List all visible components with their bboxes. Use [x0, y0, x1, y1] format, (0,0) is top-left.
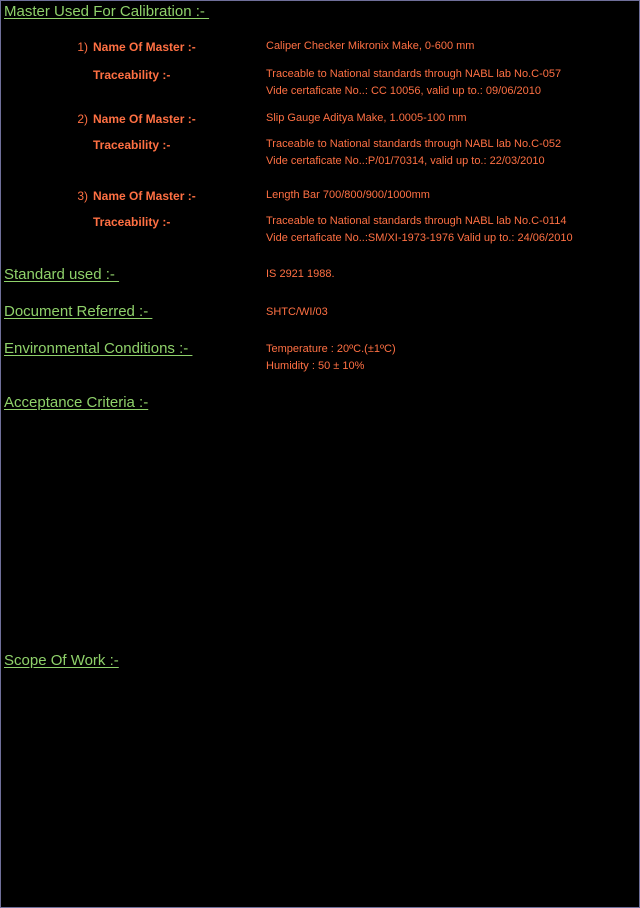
master-3-trace-line1: Traceable to National standards through NABL lab No.C-0114: [266, 215, 567, 227]
standard-heading: Standard used :-: [4, 266, 120, 283]
master-3-name-label: Name Of Master :-: [93, 189, 196, 203]
master-2-trace-label: Traceability :-: [93, 138, 171, 152]
master-3-trace-label: Traceability :-: [93, 215, 171, 229]
master-heading: Master Used For Calibration :-: [4, 3, 210, 20]
document-value: SHTC/WI/03: [266, 306, 328, 318]
master-1-name-label: Name Of Master :-: [93, 40, 196, 54]
standard-value: IS 2921 1988.: [266, 268, 335, 280]
master-1-trace-line1: Traceable to National standards through NABL lab No.C-057: [266, 68, 562, 80]
master-2-number: 2): [77, 112, 88, 126]
master-2-trace-line1: Traceable to National standards through NABL lab No.C-052: [266, 138, 562, 150]
master-1-name-value: Caliper Checker Mikronix Make, 0-600 mm: [266, 40, 475, 52]
master-3-trace-line2: Vide certaficate No..:SM/XI-1973-1976 Valid up to.: 24/06/2010: [266, 232, 573, 244]
document-heading: Document Referred :-: [4, 303, 153, 320]
master-2-name-value: Slip Gauge Aditya Make, 1.0005-100 mm: [266, 112, 467, 124]
master-3-name-value: Length Bar 700/800/900/1000mm: [266, 189, 430, 201]
environment-heading: Environmental Conditions :-: [4, 340, 193, 357]
acceptance-heading: Acceptance Criteria :-: [4, 394, 149, 411]
master-1-trace-label: Traceability :-: [93, 68, 171, 82]
master-3-number: 3): [77, 189, 88, 203]
master-2-name-label: Name Of Master :-: [93, 112, 196, 126]
temperature-value: Temperature : 20ºC.(±1ºC): [266, 343, 396, 355]
scope-heading: Scope Of Work :-: [4, 652, 119, 669]
humidity-value: Humidity : 50 ± 10%: [266, 360, 365, 372]
master-1-number: 1): [77, 40, 88, 54]
master-1-trace-line2: Vide certaficate No..: CC 10056, valid up to.: 09/06/2010: [266, 85, 541, 97]
master-2-trace-line2: Vide certaficate No..:P/01/70314, valid up to.: 22/03/2010: [266, 155, 545, 167]
